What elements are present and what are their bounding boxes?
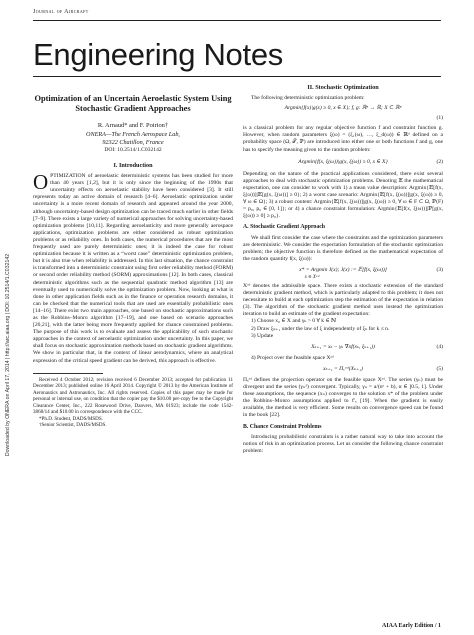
- doi: DOI: 10.2514/1.C032142: [104, 146, 162, 153]
- download-sidebar-text: Downloaded by ONERA on April 17, 2014 | http://arc.aiaa.org | DOI: 10.2514/1.C032142: [5, 253, 11, 457]
- sa-paragraph-3: Πₓᵃᵈ defines the projection operator on the feasible space Xᵃᵈ. The series (γₙ) must be divergent and the series (γₙ²) convergent. Typically, γₙ = a/(nᵅ + b), α ∈ ]0.5, 1]. Under these assumptions, the sequence (xₙ) converges to the solution x* of the problem under the Robbins–Monro assumptions applied to f′ₓ [19]. When the gradient is easily available, the method is very efficient. Some results on convergence speed can be found in the book [22].: [243, 377, 443, 419]
- equation-3-subscript: x ∈ Xᵃᵈ: [304, 274, 320, 280]
- equation-1: [243, 105, 443, 112]
- equation-3-body: x* = Argmin J(x); J(x) := 𝔼[f(x, ξ(ω))]: [299, 266, 387, 273]
- footnote-author-1: *Ph.D. Student, DADS/MSDS.: [39, 415, 103, 422]
- page-footer: AIAA Early Edition / 1: [381, 623, 441, 629]
- footnote-author-2: †Senior Scientist, DADS/MSDS.: [39, 422, 107, 429]
- journal-name: Journal of Aircraft: [33, 9, 89, 15]
- section-banner: Engineering Notes: [33, 37, 283, 72]
- equation-4-number: (4): [436, 343, 443, 350]
- footnote-rule: [33, 373, 103, 374]
- footnotes: [33, 377, 233, 429]
- algorithm-step-2: 2) Draw ξₖ₊₁ under the law of ξ independently of ξₖ for k ≤ n.: [251, 325, 390, 332]
- equation-1-body: Argmin{f(x)|g(x) ≥ 0, x ∈ X}; f, g: ℝⁿ → ℝ; X ⊂ ℝⁿ: [284, 105, 402, 112]
- affiliation-line-2: 92322 Chatillon, France: [102, 138, 164, 146]
- s2-paragraph-2: Depending on the nature of the practical applications considered, there exist several approaches to deal with stochastic optimization problems. Denoting 𝔼 the mathematical expectation, one can consider to work with 1) a mean value description: Argmin{𝔼[f(x, ξ(ω))]|𝔼[g(x, ξ(ω))] ≥ 0}; 2) a worst case scenario: Argmin{𝔼[f(x, ξ(ω))]|g(x, ξ(ω)) ≥ 0, ∀ ω ∈ Ω}; 3) a robust content: Argmin{𝔼[f(x, ξ(ω))]|g(x, ξ(ω)) ≥ 0, ∀ ω ∈ F ⊂ Ω, ℙ(F) = p₀, p₀ ∈ [0, 1]}; or 4) a chance constraint formulation: Argmin{𝔼[f(x, ξ(ω))]|ℙ[g(x, ξ(ω)) ≥ 0] ≥ p₀}.: [243, 170, 443, 220]
- sa-paragraph-1: We shall first consider the case where the constraints and the optimization parameters are deterministic. We consider the expectation formulation of the stochastic optimization problem; the objective function is therefore defined as the mathematical expectation of the random quantity f(x, ξ(ω)):: [243, 234, 443, 262]
- right-column: [243, 84, 443, 455]
- subsection-heading-b: B. Chance Constraint Problems: [243, 423, 322, 430]
- algorithm-step-4: 4) Project over the feasible space Xᵃᵈ: [251, 354, 334, 361]
- download-sidebar: [2, 190, 14, 520]
- affiliation-line-1: ONERA—The French Aerospace Lab,: [86, 131, 180, 138]
- subsection-heading-a: A. Stochastic Gradient Approach: [243, 224, 326, 231]
- equation-4-body: Xₖ₊₁ = xₖ − γₖ ∇xf(xₖ, ξₖ₊₁)): [311, 343, 375, 350]
- intro-text: PTIMIZATION of aeroelastic deterministic systems has been studied for more than 40 years [1,2], but it is only since the beginning of the 1990s that uncertainty effects on aeroelastic stability have been considered [3]. It still represents today an active domain of research [4–6]. Aeroelastic optimization under uncertainty is a more recent domain of research and appeared around the year 2000, although uncertainty-based design optimization can be traced much earlier in other fields [7–9]. There exists a large variety of numerical approaches for solving uncertainty-based optimization problems [10,11]. Regarding aeroelasticity and more generally aerospace applications, optimization problems are either considered as robust optimization problems or as reliability ones. In both cases, the numerical procedures that are the most frequently used are purely deterministic ones; it is indeed the case for robust optimization because it is written as a “worst case” deterministic optimization problem, but it is also true when reliability is addressed. In this last situation, the chance constraint is transformed into a deterministic constraint using first order reliability method (FORM) or second order reliability method (SORM) approximations [12]. In both cases, classical deterministic algorithms such as the sequential quadratic method algorithm [13] are eventually used to numerically solve the optimization problem. Now, looking at what is done in other application fields such as in the finance or operation research domains, it can be checked that the numerical tools that are used are essentially probabilistic ones [14–16]. There exist two main approaches, one based on stochastic approximations such as the Robbins–Monro algorithm [17–19], and one based on scenario approaches [20,21], with the latter being more frequently applied for chance constrained problems. The purpose of this work is to evaluate and assess the applicability of such stochastic approaches in the context of aeroelastic optimization under uncertainty. In this paper, we shall focus on stochastic approximation methods based on stochastic gradient algorithms. We show in particular that, in the context of linear aerodynamics, where an analytical expression of the critical speed gradient can be derived, this approach is effective.: [33, 173, 233, 364]
- equation-2-number: (2): [436, 158, 443, 165]
- equation-1-number: (1): [436, 115, 443, 122]
- left-column: [33, 84, 233, 429]
- equation-5: [243, 366, 443, 373]
- equation-5-body: xₖ₊₁ = Πₓᵃᵈ(Xₖ₊₁): [323, 365, 363, 372]
- equation-3-number: (3): [436, 266, 443, 273]
- s2-intro: The following deterministic optimization problem:: [251, 95, 365, 102]
- paper-title: Optimization of an Uncertain Aeroelastic System Using Stochastic Gradient Approaches: [34, 94, 232, 113]
- equation-1-number-row: [243, 115, 443, 122]
- header-rule-top: [33, 20, 441, 21]
- drop-cap: O: [33, 170, 49, 195]
- algorithm-step-1: 1) Choose x₀ ∈ X and γₖ > 0 ∀ k ∈ ℕ: [251, 318, 337, 325]
- header-rule-bottom: [33, 76, 441, 77]
- footnote-received: Received 4 October 2012; revision received 6 December 2013; accepted for publication 11 December 2013; published online 16 April 2014. Copyright © 2013 by the American Institute of Aeronautics and Astronautics, Inc. All rights reserved. Copies of this paper may be made for personal or internal use, on condition that the copier pay the $10.00 per-copy fee to the Copyright Clearance Center, Inc., 222 Rosewood Drive, Danvers, MA 01923; include the code 1542-3868/14 and $10.00 in correspondence with the CCC.: [33, 376, 233, 416]
- sb-paragraph-1: Introducing probabilistic constraints is a rather natural way to take into account the notion of risk in an optimization process. Let us consider the following chance constraint problem:: [243, 433, 443, 454]
- algorithm-step-3: 3) Update: [251, 332, 274, 339]
- equation-2: [243, 159, 443, 166]
- equation-3: [243, 267, 443, 274]
- sa-paragraph-2: Xᵃᵈ denotes the admissible space. There exists a stochastic extension of the standard deterministic gradient method, which is particularly adapted to this problem; it does not necessitate to build at each optimization step the estimation of the expectation in relation (3). The algorithm of the stochastic gradient method uses instead the optimization iteration to build an estimate of the gradient expectation:: [243, 282, 443, 318]
- intro-paragraph: [33, 170, 233, 365]
- equation-4: [243, 344, 443, 351]
- s2-paragraph-1: is a classical problem for any regular objective function f and constraint function g. However, when random parameters ξ(ω) = (ξ₁(ω), …, ξ_d(ω)) ∈ ℝᵈ defined on a probability space (Ω, 𝒯, ℙ) are introduced into either one or both functions f and g, one has to specify the meaning given to the random problem:: [243, 125, 443, 153]
- equation-2-body: Argmin{f(x, ξ(ω))|g(x, ξ(ω)) ≥ 0, x ∈ X}: [298, 158, 388, 165]
- section-heading-introduction: I. Introduction: [113, 162, 153, 169]
- section-heading-stochastic-optimization: II. Stochastic Optimization: [307, 84, 379, 91]
- equation-5-number: (5): [436, 365, 443, 372]
- authors: R. Arnaud* and F. Poirion†: [97, 122, 169, 129]
